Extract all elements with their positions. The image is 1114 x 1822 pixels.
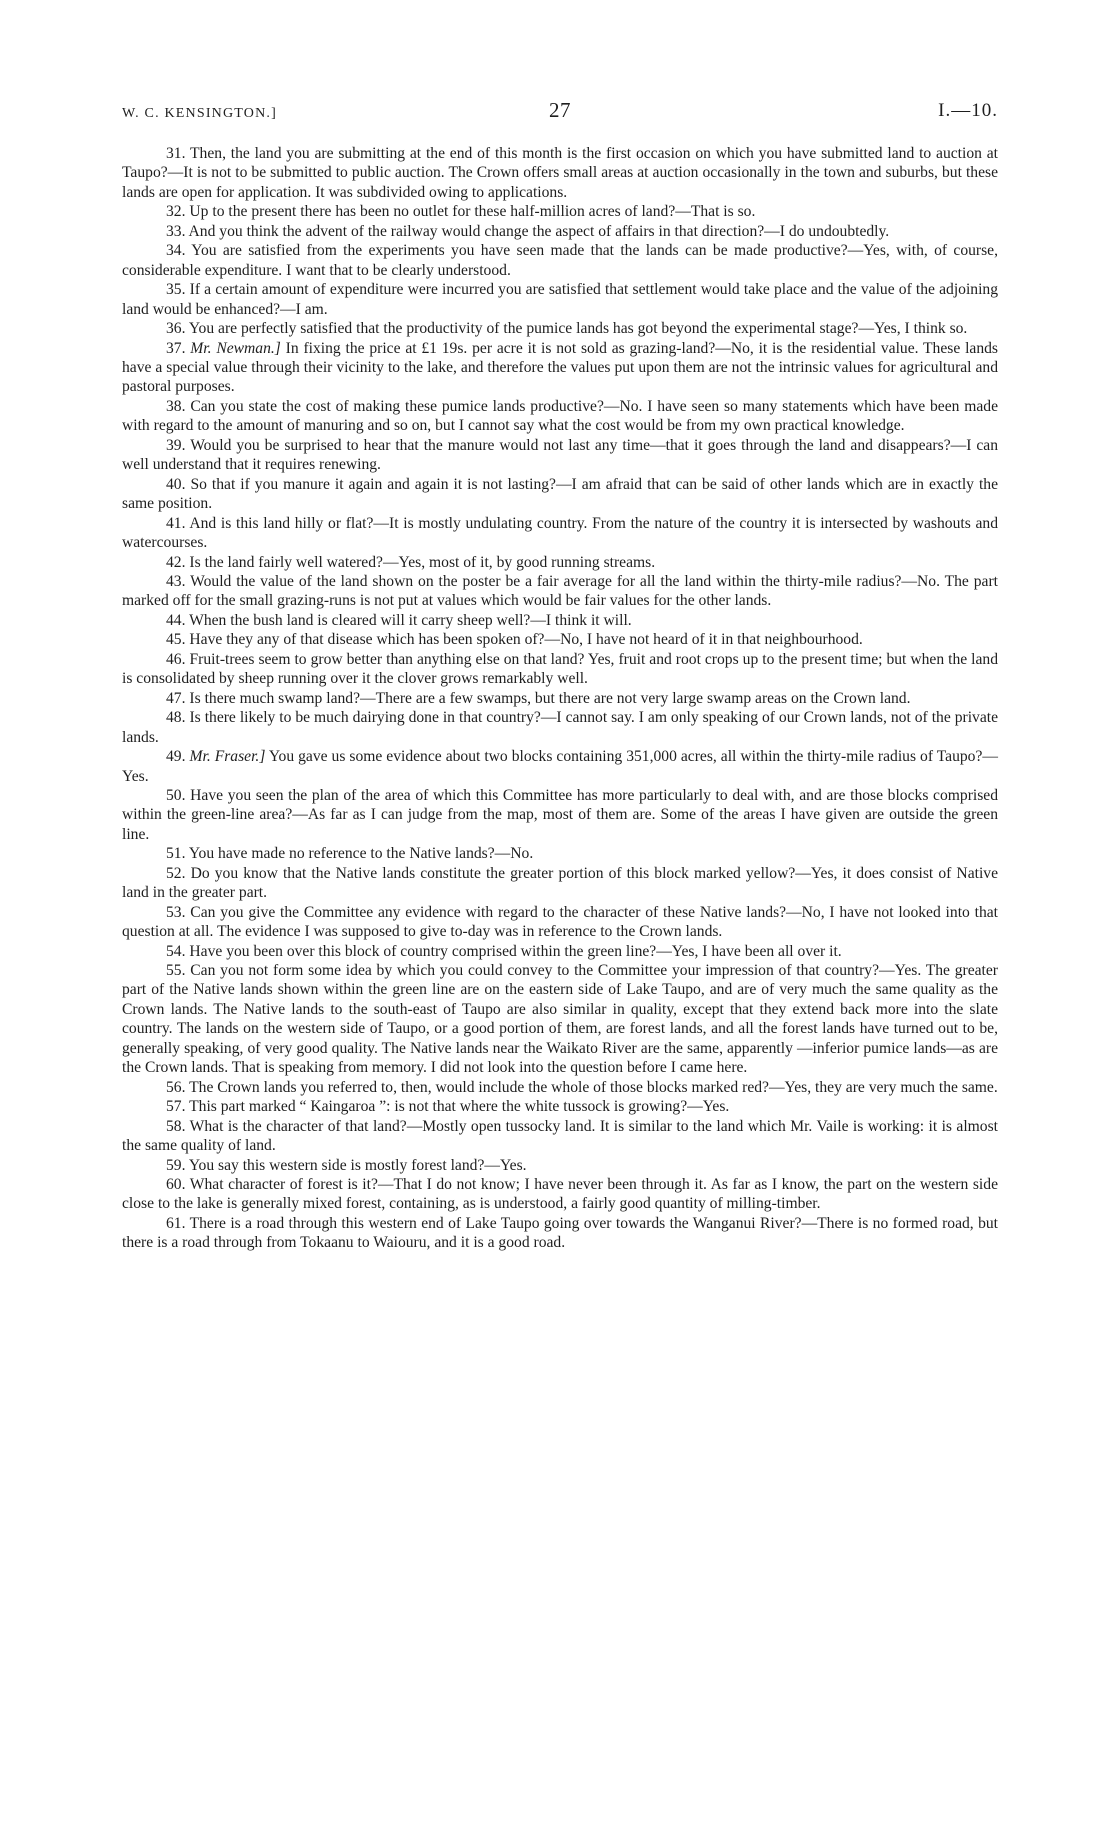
question-paragraph	[122, 1117, 998, 1156]
question-number: 49.	[166, 748, 186, 766]
question-number: 52.	[166, 864, 186, 882]
question-answer-text: Would you be surprised to hear that the manure would not last any time—that it goes through the land and disappears?—I can well understand that it requires renewing.	[122, 436, 998, 474]
running-head	[122, 96, 998, 130]
question-number: 33.	[166, 222, 186, 240]
question-answer-text: If a certain amount of expenditure were incurred you are satisfied that settlement would take place and the value of the adjoining land would be enhanced?—I am.	[122, 281, 999, 318]
question-answer-text: You have made no reference to the Native lands?—No.	[188, 845, 534, 863]
question-answer-text: Can you state the cost of making these pumice lands productive?—No. I have seen so many statements which have been made with regard to the amount of manuring and so on, but I cannot say what the cost would be from my own practical knowledge.	[122, 397, 998, 435]
question-number: 47.	[166, 689, 186, 707]
question-paragraph	[122, 222, 998, 241]
question-number: 43.	[166, 572, 186, 590]
question-number: 59.	[166, 1156, 186, 1174]
question-answer-text: There is a road through this western end of Lake Taupo going over towards the Wanganui River?—There is no formed road, but there is a road through from Tokaanu to Waiouru, and it is a good road.	[122, 1214, 998, 1252]
question-answer-text: And is this land hilly or flat?—It is mostly undulating country. From the nature of the country it is intersected by washouts and watercourses.	[122, 514, 998, 552]
question-paragraph	[122, 475, 998, 514]
question-number: 42.	[166, 553, 186, 571]
question-number: 44.	[166, 611, 186, 629]
question-paragraph	[122, 1156, 998, 1175]
question-answer-text: What character of forest is it?—That I do not know; I have never been through it. As far as I know, the part on the western side close to the lake is generally mixed forest, containing, as is understood, a fairly good quantity of milling-timber.	[122, 1176, 998, 1213]
paper-reference: I.—10.	[938, 100, 998, 121]
question-number: 32.	[166, 203, 186, 221]
question-number: 58.	[166, 1117, 186, 1135]
evidence-text	[122, 144, 998, 1253]
question-paragraph	[122, 436, 998, 475]
question-paragraph	[122, 864, 998, 903]
witness-name: W. C. KENSINGTON.]	[122, 106, 277, 121]
question-number: 37.	[166, 339, 186, 357]
question-number: 35.	[166, 281, 186, 299]
question-number: 51.	[166, 845, 186, 863]
question-answer-text: Is the land fairly well watered?—Yes, most of it, by good running streams.	[189, 553, 656, 571]
question-paragraph	[122, 1097, 998, 1116]
question-answer-text: Have you seen the plan of the area of which this Committee has more particularly to deal with, and are those blocks comprised within the green-line area?—As far as I can judge from the map, most of them are. Some of the areas I have given are outside the green line.	[122, 786, 999, 843]
question-answer-text: What is the character of that land?—Mostly open tussocky land. It is similar to the land which Mr. Vaile is working: it is almost the same quality of land.	[122, 1117, 998, 1155]
question-paragraph	[122, 202, 998, 221]
question-paragraph	[122, 961, 998, 1078]
question-answer-text: So that if you manure it again and again it is not lasting?—I am afraid that can be said of other lands which are in exactly the same position.	[122, 475, 998, 513]
question-answer-text: Up to the present there has been no outlet for these half-million acres of land?—That is so.	[189, 203, 756, 221]
question-number: 31.	[166, 145, 186, 162]
question-answer-text: Is there much swamp land?—There are a few swamps, but there are not very large swamp areas on the Crown land.	[189, 689, 911, 707]
question-paragraph	[122, 1175, 998, 1214]
speaker-name: Mr. Newman.]	[190, 339, 281, 357]
question-answer-text: Do you know that the Native lands constitute the greater portion of this block marked yellow?—Yes, it does consist of Native land in the greater part.	[122, 864, 998, 902]
question-paragraph	[122, 630, 998, 649]
question-paragraph	[122, 144, 998, 202]
question-number: 36.	[166, 320, 186, 338]
question-number: 40.	[166, 475, 186, 493]
question-number: 50.	[166, 786, 186, 804]
question-answer-text: Is there likely to be much dairying done in that country?—I cannot say. I am only speaking of our Crown lands, not of the private lands.	[122, 709, 998, 746]
question-answer-text: And you think the advent of the railway would change the aspect of affairs in that direction?—I do undoubtedly.	[188, 222, 890, 240]
question-number: 56.	[166, 1078, 186, 1096]
question-paragraph	[122, 397, 998, 436]
question-paragraph	[122, 1214, 998, 1253]
question-answer-text: Have you been over this block of country comprised within the green line?—Yes, I have been all over it.	[189, 942, 842, 960]
question-number: 38.	[166, 397, 186, 415]
question-paragraph	[122, 747, 998, 786]
question-paragraph	[122, 708, 998, 747]
question-paragraph	[122, 903, 998, 942]
question-answer-text: Fruit-trees seem to grow better than anything else on that land? Yes, fruit and root crops up to the present time; but when the land is consolidated by sheep running over it the clover grows remarkably well.	[122, 650, 999, 688]
question-answer-text: In fixing the price at £1 19s. per acre it is not sold as grazing-land?—No, it is the residential value. These lands have a special value through their vicinity to the lake, and therefore the values put upon them are not the intrinsic values for agricultural and pastoral purposes.	[122, 339, 998, 396]
question-number: 34.	[166, 242, 186, 260]
question-paragraph	[122, 650, 998, 689]
question-answer-text: When the bush land is cleared will it carry sheep well?—I think it will.	[189, 611, 632, 629]
question-number: 53.	[166, 903, 186, 921]
page-number: 27	[549, 98, 571, 122]
question-number: 39.	[166, 436, 186, 454]
question-number: 60.	[166, 1176, 186, 1194]
question-paragraph	[122, 844, 998, 863]
question-paragraph	[122, 942, 998, 961]
question-answer-text: Then, the land you are submitting at the end of this month is the first occasion on which you have submitted land to auction at Taupo?—It is not to be submitted to public auction. The Crown offers small areas at auction occasionally in the town and suburbs, but these lands are open for application. It was subdivided owing to applications.	[122, 145, 998, 201]
question-paragraph	[122, 241, 998, 280]
question-paragraph	[122, 514, 998, 553]
question-paragraph	[122, 786, 998, 844]
question-number: 41.	[166, 514, 186, 532]
question-answer-text: You are perfectly satisfied that the productivity of the pumice lands has got beyond the experimental stage?—Yes, I think so.	[188, 320, 968, 338]
question-answer-text: Would the value of the land shown on the poster be a fair average for all the land within the thirty-mile radius?—No. The part marked off for the small grazing-runs is not put at values which would be fair values for the other lands.	[122, 572, 998, 610]
question-number: 46.	[166, 650, 186, 668]
speaker-name: Mr. Fraser.]	[189, 748, 266, 766]
question-paragraph	[122, 280, 998, 319]
question-answer-text: Can you not form some idea by which you could convey to the Committee your impression of that country?—Yes. The greater part of the Native lands shown within the green line are on the eastern side of Lake Taupo, and are of very much the same quality as the Crown lands. The Native lands to the south-east of Taupo are also similar in quality, except that they extend back more into the slate country. The lands on the western side of Taupo, or a good portion of them, are forest lands, and all the forest lands have turned out to be, generally speaking, of very good quality. The Native lands near the Waikato River are the same, apparently —inferior pumice lands—as are the Crown lands. That is speaking from memory. I did not look into the question before I came here.	[122, 962, 998, 1077]
question-answer-text: This part marked “ Kaingaroa ”: is not that where the white tussock is growing?—Yes.	[189, 1098, 730, 1116]
question-paragraph	[122, 1078, 998, 1097]
question-number: 48.	[166, 709, 186, 727]
question-paragraph	[122, 689, 998, 708]
question-paragraph	[122, 339, 998, 397]
question-answer-text: You say this western side is mostly forest land?—Yes.	[188, 1156, 527, 1174]
question-paragraph	[122, 611, 998, 630]
question-number: 57.	[166, 1098, 186, 1116]
question-number: 54.	[166, 942, 186, 960]
document-page	[122, 96, 998, 1253]
question-number: 55.	[166, 962, 186, 980]
question-answer-text: You are satisfied from the experiments you have seen made that the lands can be made productive?—Yes, with, of course, considerable expenditure. I want that to be clearly understood.	[122, 242, 998, 279]
question-answer-text: You gave us some evidence about two blocks containing 351,000 acres, all within the thirty-mile radius of Taupo?—Yes.	[122, 748, 998, 785]
question-answer-text: The Crown lands you referred to, then, would include the whole of those blocks marked red?—Yes, they are very much the same.	[189, 1078, 998, 1096]
question-paragraph	[122, 553, 998, 572]
question-number: 45.	[166, 631, 186, 649]
question-paragraph	[122, 319, 998, 338]
question-number: 61.	[166, 1214, 186, 1232]
question-paragraph	[122, 572, 998, 611]
question-answer-text: Have they any of that disease which has been spoken of?—No, I have not heard of it in that neighbourhood.	[189, 631, 863, 649]
question-answer-text: Can you give the Committee any evidence with regard to the character of these Native lands?—No, I have not looked into that question at all. The evidence I was supposed to give to-day was in reference to the Crown lands.	[122, 903, 998, 941]
